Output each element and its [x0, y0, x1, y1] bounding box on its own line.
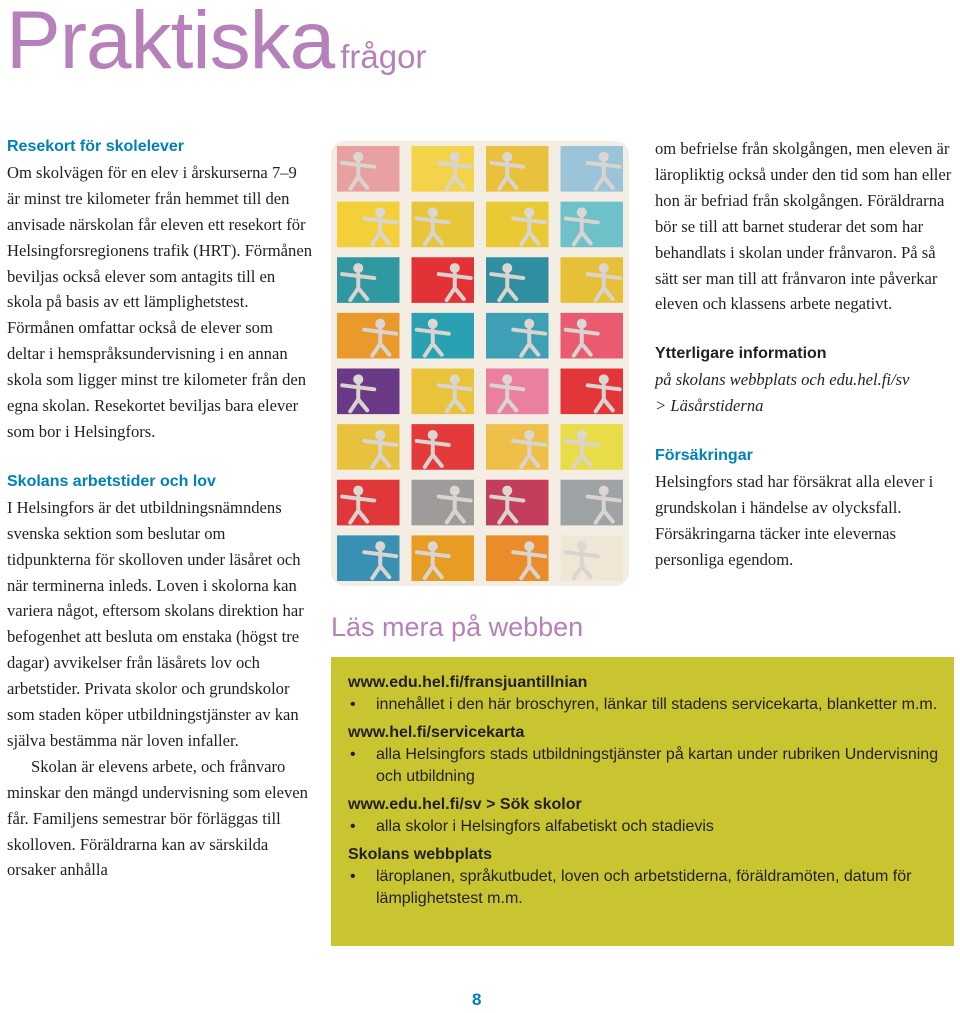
art-square — [337, 369, 400, 415]
art-square — [561, 313, 624, 359]
art-square — [337, 202, 400, 248]
art-square — [561, 535, 624, 581]
section-heading-forsakringar: Försäkringar — [655, 447, 753, 465]
art-square — [412, 146, 475, 192]
art-square — [412, 257, 475, 303]
section-heading-arbetstider: Skolans arbetstider och lov — [7, 472, 216, 490]
page-number: 8 — [472, 990, 482, 1009]
art-square — [486, 146, 549, 192]
page-title — [6, 0, 426, 88]
art-square — [337, 424, 400, 470]
art-square — [486, 369, 549, 415]
art-square — [561, 202, 624, 248]
web-link-desc: • alla Helsingfors stads utbildningstjänster på kartan under rubriken Undervisning och utbildning — [348, 744, 940, 788]
art-square — [337, 480, 400, 526]
paragraph-forsakringar: Helsingfors stad har försäkrat alla elever i grundskolan i händelse av olycksfall. Försäkringarna täcker inte elevernas personliga egendom. — [655, 471, 934, 569]
art-square — [486, 257, 549, 303]
art-square — [486, 424, 549, 470]
info-link-path: > Läsårstiderna — [655, 396, 764, 416]
info-link-text: på skolans webbplats och edu.hel.fi/sv — [655, 370, 910, 390]
art-square — [412, 535, 475, 581]
web-link-servicekarta[interactable]: www.hel.fi/servicekarta — [348, 724, 525, 741]
art-square — [486, 535, 549, 581]
art-square — [337, 257, 400, 303]
art-square — [337, 313, 400, 359]
paragraph-resekort: Om skolvägen för en elev i årskurserna 7–9 är minst tre kilometer från hemmet till den anvisade närskolan får eleven ett resekort för Helsingforsregionens trafik (HRT). Förmånen beviljas också elever som antagits till en skola på basis av ett lämplighetstest. Förmånen omfattar också de elever som deltar i hemspråksundervisning i en annan skola som ligger minst tre kilometer från den egna skolan. Resekortet beviljas bara elever som bor i Helsingfors. — [7, 162, 312, 441]
art-square — [561, 146, 624, 192]
page-title-main: Praktiska — [6, 0, 335, 86]
section-heading-resekort: Resekort för skolelever — [7, 138, 184, 155]
web-link-desc: • läroplanen, språkutbudet, loven och arbetstiderna, föräldramöten, datum för lämplighetstest m.m. — [348, 866, 940, 910]
web-links-box — [331, 657, 954, 946]
art-square — [412, 313, 475, 359]
art-square — [412, 480, 475, 526]
art-square — [486, 313, 549, 359]
art-square — [561, 480, 624, 526]
art-square — [337, 535, 400, 581]
art-square — [412, 202, 475, 248]
paragraph-befrielse: om befrielse från skolgången, men eleven är läropliktig också under den tid som han eller hon är befriad från skolgången. Föräldrarna bör se till att barnet studerar det som har behandlats i skolan under frånvaron. På så sätt ser man till att frånvaron inte påverkar eleven och klassens arbete negativt. — [655, 139, 952, 314]
web-link-desc: • innehållet i den här broschyren, länkar till stadens servicekarta, blanketter m.m. — [348, 694, 940, 716]
left-column — [7, 134, 312, 883]
art-square — [486, 480, 549, 526]
section-heading-ytterligare: Ytterligare information — [655, 345, 827, 363]
art-square — [486, 202, 549, 248]
right-column — [655, 136, 955, 573]
childrens-artwork-image — [331, 141, 629, 586]
art-square — [337, 146, 400, 192]
web-link-sok-skolor[interactable]: www.edu.hel.fi/sv > Sök skolor — [348, 796, 582, 813]
paragraph-arbetstider: I Helsingfors är det utbildningsnämndens svenska sektion som beslutar om tidpunkterna för skolloven under läsåret och när terminerna inleds. Loven i skolorna kan variera något, eftersom skolans direktion har befogenhet att besluta om enstaka (högst tre dagar) avvikelser från läsårets lov och arbetstider. Privata skolor och grundskolor som staden köper utbildningstjänster av kan själva bestämma när loven infaller. — [7, 497, 304, 750]
page-title-sub: frågor — [340, 38, 427, 75]
artwork-svg — [331, 141, 629, 586]
paragraph-franvaro: Skolan är elevens arbete, och frånvaro minskar den mängd undervisning som eleven får. Familjens semestrar bör förläggas till skolloven. Föräldrarna kan av särskilda orsaker anhålla — [7, 756, 308, 880]
web-link-skolans-webbplats[interactable]: Skolans webbplats — [348, 846, 493, 863]
art-square — [561, 257, 624, 303]
art-square — [412, 369, 475, 415]
art-square — [561, 424, 624, 470]
web-link-fransjuantillnian[interactable]: www.edu.hel.fi/fransjuantillnian — [348, 674, 588, 691]
art-square — [561, 369, 624, 415]
art-square — [412, 424, 475, 470]
web-link-desc: • alla skolor i Helsingfors alfabetiskt och stadievis — [348, 816, 940, 838]
web-section-heading: Läs mera på webben — [331, 612, 584, 642]
